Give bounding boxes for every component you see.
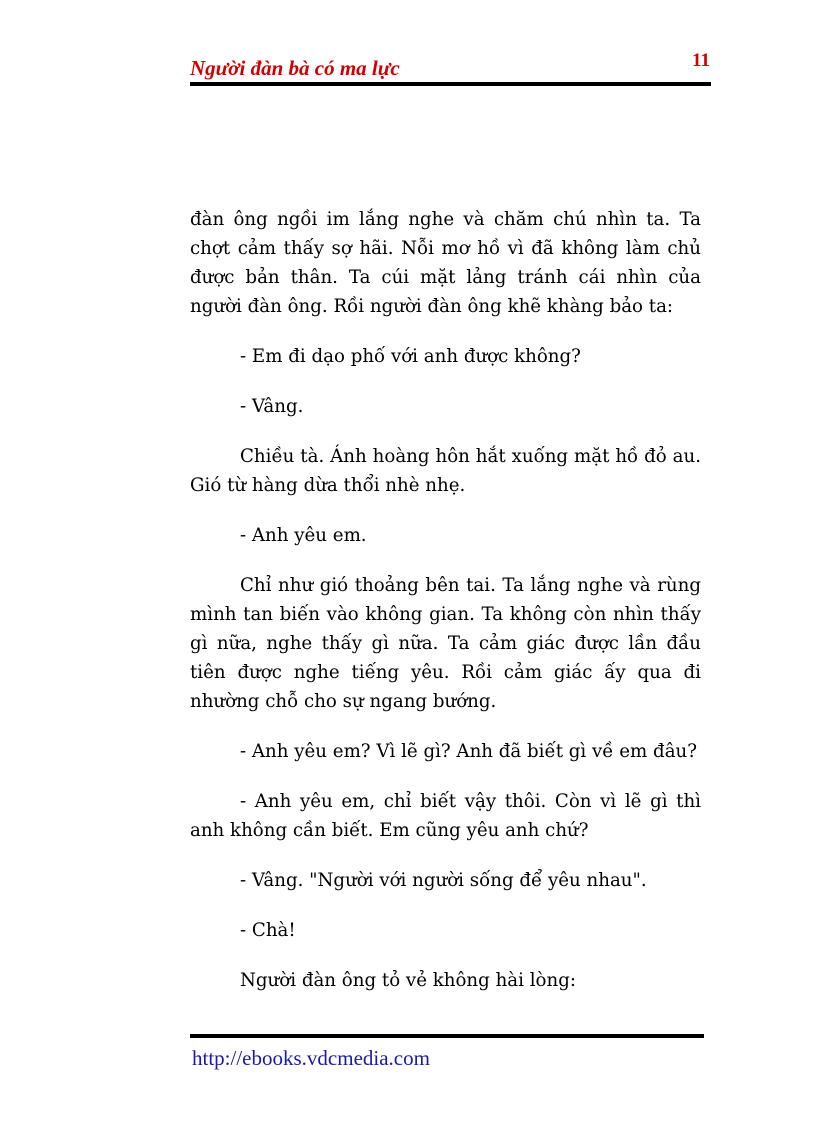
paragraph: - Anh yêu em, chỉ biết vậy thôi. Còn vì lẽ gì thì anh không cần biết. Em cũng yêu anh chứ? bbox=[190, 791, 701, 841]
footer-link[interactable]: http://ebooks.vdcmedia.com bbox=[192, 1046, 430, 1070]
paragraph: Chiều tà. Ánh hoàng hôn hắt xuống mặt hồ đỏ au. Gió từ hàng dừa thổi nhè nhẹ. bbox=[190, 446, 701, 496]
book-title: Người đàn bà có ma lực bbox=[190, 56, 400, 80]
paragraph: Chỉ như gió thoảng bên tai. Ta lắng nghe và rùng mình tan biến vào không gian. Ta không còn nhìn thấy gì nữa, nghe thấy gì nữa. Ta cảm giác được lần đầu tiên được nghe tiếng yêu. Rồi cảm giác ấy qua đi nhường chỗ cho sự ngang bướng. bbox=[190, 575, 701, 712]
page-number: 11 bbox=[692, 50, 710, 71]
paragraph: - Anh yêu em. bbox=[240, 525, 367, 546]
paragraph: - Em đi dạo phố với anh được không? bbox=[240, 346, 581, 367]
body-text bbox=[190, 205, 701, 1016]
paragraph: đàn ông ngồi im lắng nghe và chăm chú nhìn ta. Ta chợt cảm thấy sợ hãi. Nỗi mơ hồ vì đã không làm chủ được bản thân. Ta cúi mặt lảng tránh cái nhìn của người đàn ông. Rồi người đàn ông khẽ khàng bảo ta: bbox=[190, 209, 701, 317]
paragraph: - Anh yêu em? Vì lẽ gì? Anh đã biết gì về em đâu? bbox=[240, 741, 698, 762]
paragraph: - Chà! bbox=[240, 920, 296, 941]
footer-divider bbox=[190, 1034, 704, 1038]
paragraph: Người đàn ông tỏ vẻ không hài lòng: bbox=[240, 970, 576, 991]
paragraph: - Vâng. bbox=[240, 396, 304, 417]
header-divider bbox=[190, 82, 711, 86]
paragraph: - Vâng. "Người với người sống để yêu nhau". bbox=[240, 870, 647, 891]
